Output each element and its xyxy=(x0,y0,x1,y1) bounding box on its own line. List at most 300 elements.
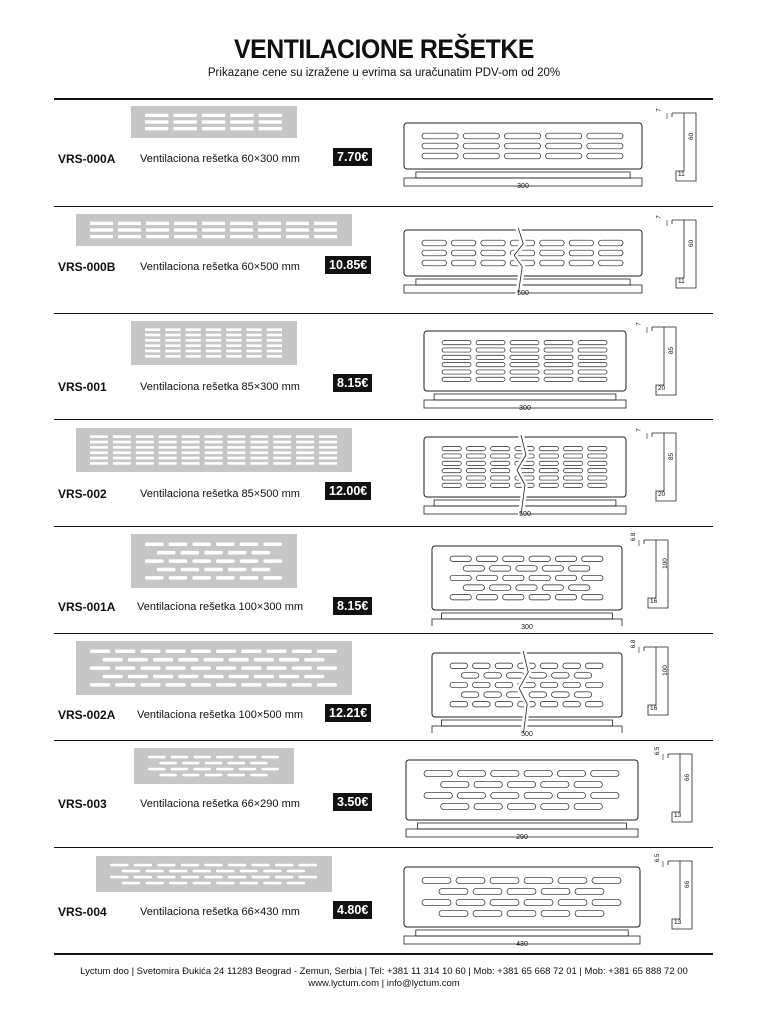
drawing-slot xyxy=(563,702,581,707)
slot xyxy=(250,441,268,444)
slot xyxy=(246,350,261,353)
break-mask xyxy=(514,228,523,294)
lip-dimension: 7 xyxy=(636,428,643,432)
drawing-slot xyxy=(450,702,468,707)
drawing-slot xyxy=(450,575,471,580)
drawing-slot xyxy=(495,702,513,707)
drawing-slot xyxy=(442,341,471,345)
slot xyxy=(251,876,270,879)
slot xyxy=(193,756,211,759)
slot xyxy=(240,576,259,580)
slot xyxy=(186,344,201,347)
drawing-slot xyxy=(450,663,468,668)
slot xyxy=(118,235,141,238)
drawing-flange xyxy=(416,172,630,178)
slot xyxy=(292,683,312,687)
slot xyxy=(90,457,108,460)
length-dimension: 290 xyxy=(516,834,528,841)
slot xyxy=(181,864,200,867)
technical-drawing xyxy=(430,643,624,733)
slot xyxy=(241,666,261,670)
slot xyxy=(157,568,176,572)
slot xyxy=(258,235,281,238)
slot xyxy=(227,451,245,454)
side-profile xyxy=(636,645,676,729)
drawing-slot xyxy=(582,575,603,580)
slot xyxy=(128,675,148,679)
product-description: Ventilaciona rešetka 100×500 mm xyxy=(137,709,304,721)
slot xyxy=(241,683,261,687)
drawing-slot xyxy=(544,355,573,359)
depth-dimension: 13 xyxy=(674,919,682,926)
slot xyxy=(298,864,317,867)
drawing-slot xyxy=(439,888,468,894)
slot xyxy=(169,882,188,885)
product-code: VRS-001A xyxy=(58,600,116,614)
drawing-slot xyxy=(599,250,623,256)
drawing-slot xyxy=(592,877,621,883)
drawing-slot xyxy=(539,461,558,465)
footer-contact: Lyctum doo | Svetomira Đukića 24 11283 Beograd - Zemun, Serbia | Tel: +381 11 314 10 60 | Mob: +381 65 668 72 01 | Mob: +381 65 888 72 00 xyxy=(80,966,688,977)
drawing-slot xyxy=(582,595,603,600)
drawing-slot xyxy=(539,447,558,451)
technical-drawing xyxy=(404,750,640,840)
row-divider xyxy=(54,313,713,314)
product-code: VRS-000B xyxy=(58,260,116,274)
drawing-slot xyxy=(451,260,475,266)
drawing-slot xyxy=(558,877,587,883)
slot xyxy=(206,339,221,342)
drawing-slot xyxy=(422,240,446,246)
slot xyxy=(227,446,245,449)
slot xyxy=(286,228,309,231)
drawing-slot xyxy=(491,469,510,473)
drawing-outline xyxy=(406,760,638,820)
slot xyxy=(319,457,337,460)
footer xyxy=(0,966,768,990)
slot xyxy=(267,328,282,331)
slot xyxy=(267,344,282,347)
slot xyxy=(287,882,306,885)
drawing-slot xyxy=(507,888,536,894)
drawing-slot xyxy=(481,240,505,246)
drawing-slot xyxy=(555,556,576,561)
height-dimension: 85 xyxy=(668,346,676,355)
drawing-slot xyxy=(503,575,524,580)
slot xyxy=(261,768,279,771)
drawing-slot xyxy=(569,585,590,590)
slot xyxy=(304,675,324,679)
drawing-slot xyxy=(484,692,502,697)
slot xyxy=(204,568,223,572)
slot xyxy=(206,344,221,347)
slot xyxy=(266,650,286,654)
slot xyxy=(205,774,223,777)
price-badge: 10.85€ xyxy=(325,256,371,274)
slot xyxy=(250,462,268,465)
drawing-slot xyxy=(466,469,485,473)
slot xyxy=(263,882,282,885)
drawing-slot xyxy=(490,877,519,883)
drawing-slot xyxy=(457,770,485,776)
slot xyxy=(206,350,221,353)
slot xyxy=(145,114,168,117)
slot xyxy=(206,355,221,358)
technical-drawing xyxy=(402,857,642,947)
slot xyxy=(240,543,259,547)
slot xyxy=(169,576,188,580)
depth-dimension: 11 xyxy=(678,171,685,178)
drawing-slot xyxy=(490,585,511,590)
slot xyxy=(145,350,160,353)
slot xyxy=(169,870,188,873)
drawing-slot xyxy=(503,595,524,600)
slot xyxy=(267,339,282,342)
product-photo xyxy=(96,856,332,892)
slot xyxy=(136,462,154,465)
length-dimension: 430 xyxy=(516,941,528,948)
drawing-slot xyxy=(529,575,550,580)
slot xyxy=(298,876,317,879)
drawing-slot xyxy=(463,133,499,139)
drawing-slot xyxy=(592,899,621,905)
drawing-slot xyxy=(585,682,603,687)
slot xyxy=(192,870,211,873)
drawing-slot xyxy=(510,377,539,381)
slot xyxy=(216,666,236,670)
drawing-slot xyxy=(544,363,573,367)
slot xyxy=(273,435,291,438)
slot xyxy=(230,114,253,117)
slot xyxy=(202,120,225,123)
drawing-slot xyxy=(541,781,569,787)
slot xyxy=(317,666,337,670)
technical-drawing xyxy=(422,323,628,413)
drawing-slot xyxy=(422,250,446,256)
drawing-slot xyxy=(504,143,540,149)
drawing-slot xyxy=(578,363,607,367)
drawing-slot xyxy=(441,781,469,787)
depth-dimension: 16 xyxy=(650,598,658,605)
drawing-slot xyxy=(491,476,510,480)
slot xyxy=(145,344,160,347)
slot xyxy=(90,446,108,449)
slot xyxy=(254,658,274,662)
drawing-slot xyxy=(529,692,547,697)
drawing-slot xyxy=(422,260,446,266)
height-dimension: 100 xyxy=(661,665,669,676)
drawing-slot xyxy=(424,792,452,798)
drawing-slot xyxy=(456,899,485,905)
slot xyxy=(146,228,169,231)
slot xyxy=(171,756,189,759)
drawing-slot xyxy=(540,260,564,266)
drawing-slot xyxy=(578,348,607,352)
slot xyxy=(216,543,235,547)
page-subtitle: Prikazane cene su izražene u evrima sa uračunatim PDV-om od 20% xyxy=(207,67,561,79)
drawing-slot xyxy=(540,240,564,246)
slot xyxy=(216,576,235,580)
price-badge: 4.80€ xyxy=(333,901,372,919)
slot xyxy=(202,114,225,117)
row-divider xyxy=(54,633,713,634)
product-description: Ventilaciona rešetka 85×500 mm xyxy=(140,488,300,500)
drawing-slot xyxy=(422,133,458,139)
drawing-slot xyxy=(495,663,513,668)
slot xyxy=(166,650,186,654)
slot xyxy=(165,355,180,358)
drawing-slot xyxy=(442,370,471,374)
slot xyxy=(146,222,169,225)
slot xyxy=(319,441,337,444)
drawing-slot xyxy=(544,377,573,381)
slot xyxy=(173,127,196,130)
drawing-slot xyxy=(490,899,519,905)
slot xyxy=(110,876,129,879)
drawing-slot xyxy=(442,377,471,381)
slot xyxy=(165,339,180,342)
slot xyxy=(205,462,223,465)
drawing-slot xyxy=(490,566,511,571)
slot xyxy=(192,559,211,563)
drawing-slot xyxy=(507,803,535,809)
drawing-slot xyxy=(585,663,603,668)
drawing-slot xyxy=(591,770,619,776)
depth-dimension: 20 xyxy=(658,385,666,392)
drawing-slot xyxy=(587,153,623,159)
product-code: VRS-001 xyxy=(58,380,107,394)
drawing-slot xyxy=(544,348,573,352)
slot xyxy=(202,235,225,238)
slot xyxy=(205,762,223,765)
drawing-slot xyxy=(463,585,484,590)
drawing-slot xyxy=(442,483,461,487)
slot xyxy=(145,559,164,563)
slot xyxy=(259,127,282,130)
drawing-slot xyxy=(450,595,471,600)
drawing-slot xyxy=(591,792,619,798)
drawing-slot xyxy=(476,377,505,381)
slot xyxy=(145,339,160,342)
slot xyxy=(140,683,160,687)
drawing-slot xyxy=(588,454,607,458)
side-profile xyxy=(660,752,700,836)
side-profile xyxy=(636,538,676,622)
slot xyxy=(136,446,154,449)
row-divider xyxy=(54,526,713,527)
slot xyxy=(202,127,225,130)
slot xyxy=(252,551,271,555)
slot xyxy=(157,876,176,879)
slot xyxy=(136,435,154,438)
drawing-slot xyxy=(539,454,558,458)
slot xyxy=(159,774,177,777)
slot xyxy=(145,355,160,358)
drawing-slot xyxy=(540,663,558,668)
slot xyxy=(261,756,279,759)
side-profile xyxy=(664,111,704,195)
slot xyxy=(181,876,200,879)
drawing-slot xyxy=(463,153,499,159)
lip-dimension: 7 xyxy=(636,322,643,326)
slot xyxy=(317,683,337,687)
slot xyxy=(229,658,249,662)
drawing-slot xyxy=(504,153,540,159)
drawing-slot xyxy=(476,556,497,561)
drawing-slot xyxy=(587,143,623,149)
slot xyxy=(90,228,113,231)
slot xyxy=(140,666,160,670)
slot xyxy=(174,235,197,238)
row-divider xyxy=(54,419,713,420)
slot xyxy=(263,576,282,580)
slot xyxy=(159,446,177,449)
drawing-slot xyxy=(463,566,484,571)
slot xyxy=(240,870,259,873)
drawing-outline xyxy=(404,123,642,169)
slot xyxy=(110,864,129,867)
slot xyxy=(145,882,164,885)
slot xyxy=(122,870,141,873)
drawing-slot xyxy=(516,585,537,590)
product-code: VRS-000A xyxy=(58,152,116,166)
slot xyxy=(191,683,211,687)
drawing-slot xyxy=(441,803,469,809)
slot xyxy=(205,451,223,454)
slot xyxy=(246,334,261,337)
drawing-slot xyxy=(578,355,607,359)
length-dimension: 500 xyxy=(521,731,533,738)
drawing-slot xyxy=(473,663,491,668)
slot xyxy=(115,650,135,654)
drawing-slot xyxy=(569,250,593,256)
slot xyxy=(296,446,314,449)
slot xyxy=(286,235,309,238)
product-photo xyxy=(76,428,352,472)
product-photo xyxy=(131,321,297,365)
product-description: Ventilaciona rešetka 60×500 mm xyxy=(140,261,300,273)
slot xyxy=(128,658,148,662)
drawing-slot xyxy=(450,682,468,687)
slot xyxy=(226,350,241,353)
drawing-slot xyxy=(506,673,524,678)
drawing-slot xyxy=(481,250,505,256)
drawing-slot xyxy=(495,682,513,687)
drawing-slot xyxy=(542,566,563,571)
slot xyxy=(205,441,223,444)
drawing-slot xyxy=(463,143,499,149)
drawing-slot xyxy=(473,888,502,894)
slot xyxy=(216,559,235,563)
drawing-slot xyxy=(524,899,553,905)
slot xyxy=(275,876,294,879)
slot xyxy=(165,344,180,347)
drawing-slot xyxy=(529,595,550,600)
height-dimension: 60 xyxy=(688,239,696,248)
slot xyxy=(165,334,180,337)
drawing-outline xyxy=(404,867,640,927)
slot xyxy=(314,228,337,231)
product-description: Ventilaciona rešetka 85×300 mm xyxy=(140,381,300,393)
slot xyxy=(90,650,110,654)
slot xyxy=(296,451,314,454)
slot xyxy=(273,441,291,444)
drawing-slot xyxy=(422,143,458,149)
drawing-slot xyxy=(575,910,604,916)
slot xyxy=(145,870,164,873)
slot xyxy=(296,457,314,460)
price-badge: 7.70€ xyxy=(333,148,372,166)
slot xyxy=(287,870,306,873)
length-dimension: 500 xyxy=(517,290,529,297)
slot xyxy=(186,328,201,331)
slot xyxy=(171,768,189,771)
drawing-flange xyxy=(418,823,627,829)
slot xyxy=(267,355,282,358)
break-mask xyxy=(517,435,526,515)
drawing-slot xyxy=(473,910,502,916)
slot xyxy=(159,441,177,444)
drawing-flange xyxy=(434,394,616,400)
product-code: VRS-002 xyxy=(58,487,107,501)
drawing-slot xyxy=(529,673,547,678)
slot xyxy=(252,568,271,572)
slot xyxy=(230,127,253,130)
drawing-slot xyxy=(546,133,582,139)
drawing-slot xyxy=(442,476,461,480)
slot xyxy=(273,457,291,460)
slot xyxy=(250,457,268,460)
slot xyxy=(204,876,223,879)
product-code: VRS-002A xyxy=(58,708,116,722)
slot xyxy=(227,457,245,460)
slot xyxy=(136,451,154,454)
drawing-slot xyxy=(422,153,458,159)
drawing-slot xyxy=(451,240,475,246)
drawing-slot xyxy=(557,770,585,776)
slot xyxy=(182,774,200,777)
drawing-slot xyxy=(541,910,570,916)
drawing-slot xyxy=(578,341,607,345)
slot xyxy=(241,650,261,654)
depth-dimension: 16 xyxy=(650,705,658,712)
drawing-slot xyxy=(563,663,581,668)
drawing-slot xyxy=(466,447,485,451)
slot xyxy=(240,882,259,885)
drawing-slot xyxy=(476,341,505,345)
drawing-slot xyxy=(476,363,505,367)
drawing-slot xyxy=(484,673,502,678)
drawing-slot xyxy=(491,454,510,458)
slot xyxy=(204,551,223,555)
product-code: VRS-003 xyxy=(58,797,107,811)
slot xyxy=(206,334,221,337)
slot xyxy=(182,451,200,454)
slot xyxy=(136,457,154,460)
drawing-slot xyxy=(474,803,502,809)
slot xyxy=(166,683,186,687)
drawing-slot xyxy=(539,469,558,473)
slot xyxy=(145,576,164,580)
slot xyxy=(279,675,299,679)
drawing-slot xyxy=(457,792,485,798)
slot xyxy=(314,235,337,238)
drawing-slot xyxy=(542,585,563,590)
slot xyxy=(263,543,282,547)
drawing-slot xyxy=(569,240,593,246)
slot xyxy=(182,762,200,765)
slot xyxy=(113,457,131,460)
